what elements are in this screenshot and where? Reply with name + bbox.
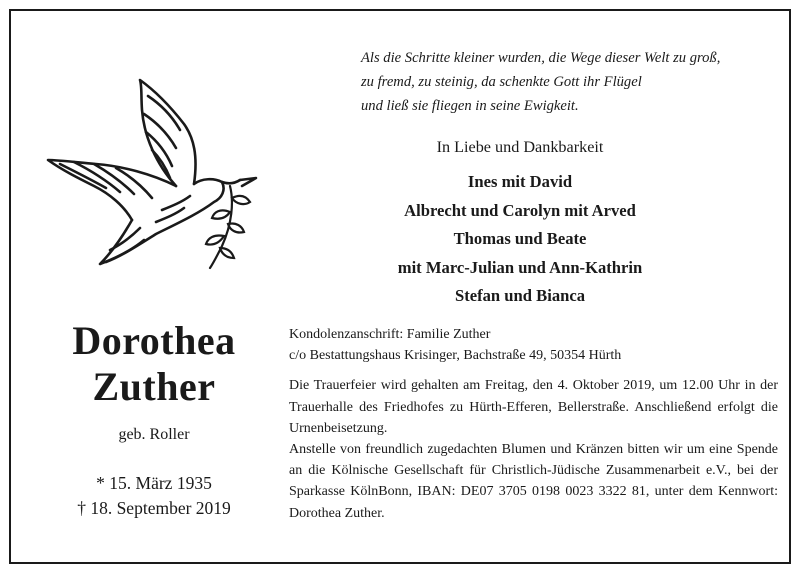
notice-details [289, 324, 778, 524]
mourners-list [300, 168, 740, 311]
dove-with-olive-branch-icon [44, 74, 260, 274]
poem [361, 46, 781, 118]
deceased-last-name: Zuther [92, 364, 216, 409]
mourner-line: Thomas und Beate [453, 229, 587, 248]
dedication: In Liebe und Dankbarkeit [436, 138, 604, 156]
condolence-line: c/o Bestattungshaus Krisinger, Bachstraße 49, 50354 Hürth [289, 348, 622, 364]
donation-paragraph: Anstelle von freundlich zugedachten Blumen und Kränzen bitten wir um eine Spende an die Kölnische Gesellschaft für Christlich-Jüdische Zusammenarbeit e.V., bei der Sparkasse KölnBonn, IBAN: DE07 3705 0198 0023 3322 81, unter dem Kennwort: Dorothea Zuther. [289, 442, 778, 521]
birth-name: geb. Roller [118, 426, 190, 443]
deceased-block [40, 318, 268, 521]
mourner-line: Albrecht und Carolyn mit Arved [404, 200, 636, 220]
life-dates [40, 471, 268, 521]
poem-line: Als die Schritte kleiner wurden, die Wege dieser Welt zu groß, [361, 50, 721, 66]
mourner-line: Ines mit David [467, 172, 573, 191]
mourner-line: Stefan und Bianca [454, 286, 586, 305]
death-date: † 18. September 2019 [77, 498, 231, 518]
poem-line: und ließ sie fliegen in seine Ewigkeit. [361, 98, 579, 114]
mourner-line: mit Marc-Julian und Ann-Kathrin [397, 257, 643, 277]
funeral-paragraph: Die Trauerfeier wird gehalten am Freitag, den 4. Oktober 2019, um 12.00 Uhr in der Trauerhalle des Friedhofes zu Hürth-Efferen, Bellerstraße. Anschließend erfolgt die Urnenbeisetzung. [289, 378, 778, 436]
condolence-line: Kondolenzanschrift: Familie Zuther [289, 327, 491, 342]
birth-date: * 15. März 1935 [96, 473, 212, 493]
deceased-first-name: Dorothea [72, 318, 236, 363]
condolence-address [289, 324, 778, 366]
poem-line: zu fremd, zu steinig, da schenkte Gott ihr Flügel [361, 74, 642, 90]
